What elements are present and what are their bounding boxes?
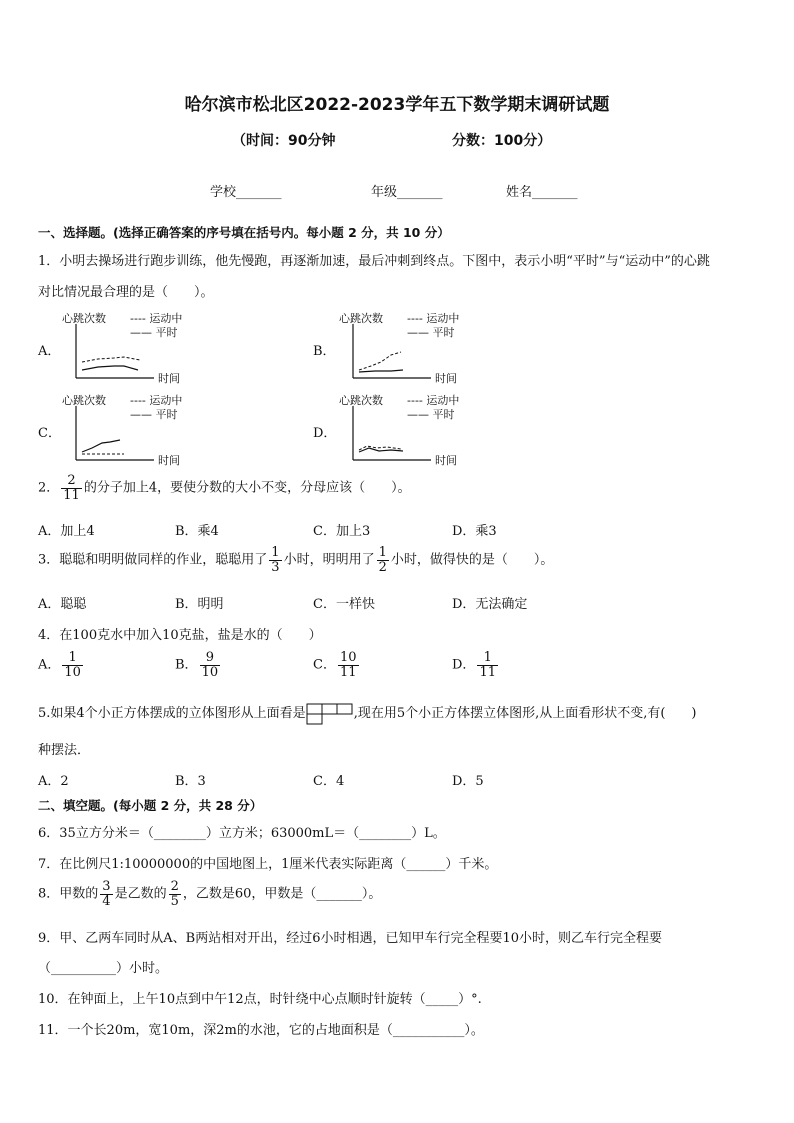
q3-option-c[interactable]: C．一样快 — [313, 597, 375, 612]
q5-option-d[interactable]: D．5 — [452, 774, 484, 789]
q1-option-d-label: D． — [313, 426, 337, 441]
chart-d-legend-moving: ---- 运动中 — [407, 394, 460, 407]
q5-option-c[interactable]: C．4 — [313, 774, 345, 789]
section2-title: 二、填空题。(每小题 2 分，共 28 分） — [38, 798, 263, 813]
q8: 8．甲数的 $\frac{3}{4}$ 是乙数的 $\frac{2}{5}$ ，乙数是60，甲数是（_______）。 — [38, 879, 382, 909]
q1-chart-c — [58, 390, 208, 468]
chart-c-xlabel: 时间 — [158, 454, 180, 467]
chart-b-ylabel: 心跳次数 — [339, 312, 383, 325]
chart-c-legend-moving: ---- 运动中 — [130, 394, 183, 407]
q2-option-a[interactable]: A．加上4 — [38, 524, 95, 539]
q5-option-a[interactable]: A．2 — [38, 774, 69, 789]
q4-option-d[interactable]: D． $\frac{1}{11}$ — [452, 650, 496, 680]
q2-option-d[interactable]: D．乘3 — [452, 524, 497, 539]
chart-d-ylabel: 心跳次数 — [339, 394, 383, 407]
q5-line2: 种摆法． — [38, 743, 91, 758]
q1-option-b-label: B． — [313, 344, 336, 359]
school-field: 学校_______ — [210, 185, 282, 200]
q3: 3．聪聪和明明做同样的作业，聪聪用了 $\frac{1}{3}$ 小时，明明用了 $\frac{1}{2}$ 小时，做得快的是（ ）。 — [38, 545, 554, 575]
q10: 10．在钟面上，上午10点到中午12点，时针绕中心点顺时针旋转（_____）°. — [38, 992, 482, 1007]
q2-option-b[interactable]: B．乘4 — [175, 524, 219, 539]
q1-chart-a — [58, 308, 208, 386]
q1-line2: 对比情况最合理的是（ ）。 — [38, 285, 214, 300]
chart-b-normal-line — [359, 370, 403, 372]
chart-b-legend-moving: ---- 运动中 — [407, 312, 460, 325]
q2-option-c[interactable]: C．加上3 — [313, 524, 371, 539]
chart-a-legend-normal: —— 平时 — [130, 326, 178, 339]
chart-a-moving-line — [82, 357, 140, 362]
chart-c-ylabel: 心跳次数 — [62, 394, 106, 407]
exam-time: （时间：90分钟 — [232, 133, 336, 149]
chart-d-normal-line — [359, 448, 403, 452]
exam-title: 哈尔滨市松北区2022-2023学年五下数学期末调研试题 — [184, 95, 610, 115]
q1-option-a-label: A． — [38, 344, 61, 359]
q5-top-view-figure — [306, 703, 354, 725]
chart-d-xlabel: 时间 — [435, 454, 457, 467]
exam-score: 分数：100分） — [452, 133, 552, 149]
section1-title: 一、选择题。(选择正确答案的序号填在括号内。每小题 2 分，共 10 分） — [38, 225, 450, 240]
q3-option-b[interactable]: B．明明 — [175, 597, 224, 612]
chart-a-xlabel: 时间 — [158, 372, 180, 385]
q1-line1: 1．小明去操场进行跑步训练，他先慢跑，再逐渐加速，最后冲刺到终点。下图中，表示小明“平时”与“运动中”的心跳 — [38, 254, 710, 269]
q3-option-d[interactable]: D．无法确定 — [452, 597, 528, 612]
q3-option-a[interactable]: A．聪聪 — [38, 597, 87, 612]
q1-chart-b — [335, 308, 485, 386]
q1-chart-d — [335, 390, 485, 468]
q4-option-a[interactable]: A． $\frac{1}{10}$ — [38, 650, 81, 680]
chart-d-legend-normal: —— 平时 — [407, 408, 455, 421]
chart-c-normal-line — [82, 440, 120, 452]
q1-option-c-label: C． — [38, 426, 61, 441]
chart-a-ylabel: 心跳次数 — [62, 312, 106, 325]
name-field: 姓名_______ — [506, 185, 578, 200]
q7: 7．在比例尺1:10000000的中国地图上，1厘米代表实际距离（______）千米。 — [38, 857, 498, 872]
q5-line1: 5.如果4个小正方体摆成的立体图形从上面看是 ,现在用5个小正方体摆立体图形,从上面看形状不变,有( ) — [38, 702, 697, 725]
grade-field: 年级_______ — [371, 185, 443, 200]
q4-option-c[interactable]: C． $\frac{10}{11}$ — [313, 650, 357, 680]
chart-a-legend-moving: ---- 运动中 — [130, 312, 183, 325]
q9-line1: 9．甲、乙两车同时从A、B两站相对开出，经过6小时相遇，已知甲车行完全程要10小时，则乙车行完全程要 — [38, 931, 663, 946]
q5-option-b[interactable]: B．3 — [175, 774, 206, 789]
q2: 2． $\frac{2}{11}$ 的分子加上4，要使分数的大小不变，分母应该（ ）。 — [38, 473, 411, 503]
chart-c-legend-normal: —— 平时 — [130, 408, 178, 421]
chart-b-legend-normal: —— 平时 — [407, 326, 455, 339]
chart-a-normal-line — [82, 366, 138, 370]
chart-b-xlabel: 时间 — [435, 372, 457, 385]
q9-line2: （__________）小时。 — [38, 961, 169, 976]
q4-option-b[interactable]: B． $\frac{9}{10}$ — [175, 650, 219, 680]
q4: 4．在100克水中加入10克盐，盐是水的（ ） — [38, 628, 322, 643]
q6: 6．35立方分米＝（________）立方米；63000mL＝（________）L。 — [38, 826, 446, 841]
chart-b-moving-line — [359, 352, 401, 370]
q11: 11．一个长20m，宽10m，深2m的水池，它的占地面积是（___________）。 — [38, 1023, 484, 1038]
